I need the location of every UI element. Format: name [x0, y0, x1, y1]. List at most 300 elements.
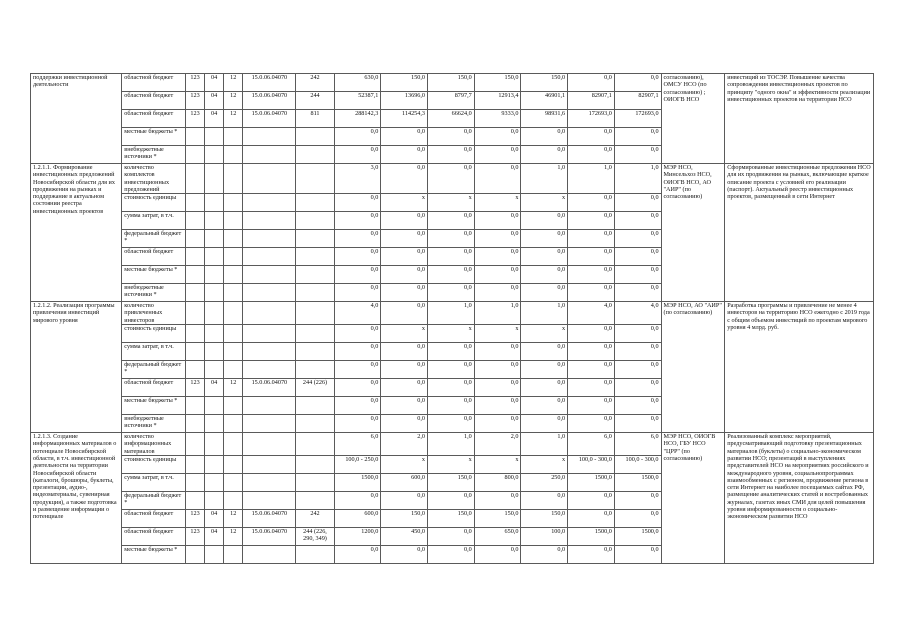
- value-cell-vr: [296, 146, 334, 164]
- value-cell-v7: 172693,0: [614, 110, 661, 128]
- value-cell-v3: 0,0: [428, 266, 475, 284]
- value-cell-v1: 4,0: [334, 302, 381, 325]
- value-cell-grbs: [185, 455, 204, 473]
- value-cell-v6: 0,0: [568, 284, 615, 302]
- value-cell-pr: [224, 455, 243, 473]
- value-cell-v5: 0,0: [521, 397, 568, 415]
- value-cell-csr: [243, 397, 296, 415]
- value-cell-v7: 0,0: [614, 343, 661, 361]
- value-cell-v6: 0,0: [568, 74, 615, 92]
- value-cell-v7: 0,0: [614, 509, 661, 527]
- value-cell-v5: 150,0: [521, 74, 568, 92]
- value-cell-v5: 100,0: [521, 527, 568, 545]
- value-cell-csr: [243, 545, 296, 563]
- value-cell-v6: 0,0: [568, 146, 615, 164]
- value-cell-v3: 150,0: [428, 74, 475, 92]
- value-cell-rz: [205, 212, 224, 230]
- value-cell-v3: 66624,0: [428, 110, 475, 128]
- value-cell-pr: 12: [224, 379, 243, 397]
- value-cell-v1: 0,0: [334, 343, 381, 361]
- value-cell-v7: 82907,1: [614, 92, 661, 110]
- value-cell-v5: 150,0: [521, 509, 568, 527]
- activity-name-cell: 1.2.1.1. Формирование инвестиционных предложений Новосибирской области для их продвижения на рынках и поддержание в актуальном состоянии реестра инвестиционных проектов: [31, 164, 122, 302]
- value-cell-v2: x: [381, 325, 428, 343]
- result-cell: Разработка программы и привлечение не менее 4 инвесторов на территорию НСО ежегодно с 2019 года с общим объемом инвестиций по проектам мирового уровня 4 млрд. руб.: [725, 302, 874, 433]
- value-cell-v6: 0,0: [568, 230, 615, 248]
- value-cell-v2: 0,0: [381, 230, 428, 248]
- value-cell-rz: [205, 343, 224, 361]
- value-cell-csr: [243, 455, 296, 473]
- value-cell-csr: 15.0.06.04070: [243, 110, 296, 128]
- value-cell-v2: 0,0: [381, 266, 428, 284]
- value-cell-v7: 4,0: [614, 302, 661, 325]
- value-cell-v2: 0,0: [381, 343, 428, 361]
- value-cell-rz: [205, 455, 224, 473]
- value-cell-v2: 0,0: [381, 146, 428, 164]
- value-cell-grbs: [185, 128, 204, 146]
- value-cell-v3: 1,0: [428, 302, 475, 325]
- indicator-name-cell: количество информационных материалов: [122, 433, 186, 456]
- value-cell-vr: [296, 302, 334, 325]
- value-cell-v3: 0,0: [428, 415, 475, 433]
- value-cell-vr: [296, 491, 334, 509]
- value-cell-v4: 0,0: [474, 128, 521, 146]
- value-cell-v5: 46901,1: [521, 92, 568, 110]
- value-cell-grbs: [185, 302, 204, 325]
- value-cell-v4: 0,0: [474, 379, 521, 397]
- value-cell-v3: 0,0: [428, 146, 475, 164]
- value-cell-pr: [224, 545, 243, 563]
- value-cell-v7: 0,0: [614, 194, 661, 212]
- value-cell-v7: 0,0: [614, 284, 661, 302]
- value-cell-v5: 98931,6: [521, 110, 568, 128]
- value-cell-v5: 0,0: [521, 146, 568, 164]
- value-cell-v6: 1500,0: [568, 473, 615, 491]
- value-cell-v7: 0,0: [614, 146, 661, 164]
- value-cell-v3: 0,0: [428, 545, 475, 563]
- value-cell-v4: 0,0: [474, 491, 521, 509]
- value-cell-v6: 0,0: [568, 509, 615, 527]
- value-cell-v1: 0,0: [334, 415, 381, 433]
- value-cell-vr: 242: [296, 74, 334, 92]
- value-cell-v4: x: [474, 325, 521, 343]
- value-cell-csr: [243, 128, 296, 146]
- value-cell-v4: 12913,4: [474, 92, 521, 110]
- value-cell-v1: 0,0: [334, 146, 381, 164]
- value-cell-grbs: [185, 230, 204, 248]
- indicator-name-cell: местные бюджеты *: [122, 397, 186, 415]
- value-cell-rz: [205, 415, 224, 433]
- executor-cell: МЭР НСО, ОИОГВ НСО, ГБУ НСО "ЦРР" (по согласованию): [661, 433, 725, 564]
- value-cell-rz: [205, 545, 224, 563]
- value-cell-grbs: [185, 361, 204, 379]
- value-cell-v1: 600,0: [334, 509, 381, 527]
- indicator-name-cell: местные бюджеты *: [122, 128, 186, 146]
- value-cell-v7: 6,0: [614, 433, 661, 456]
- value-cell-v1: 0,0: [334, 397, 381, 415]
- indicator-name-cell: внебюджетные источники *: [122, 415, 186, 433]
- value-cell-v1: 1200,0: [334, 527, 381, 545]
- indicator-name-cell: федеральный бюджет *: [122, 230, 186, 248]
- value-cell-v3: 0,0: [428, 491, 475, 509]
- value-cell-v4: 1,0: [474, 302, 521, 325]
- value-cell-v4: 0,0: [474, 545, 521, 563]
- value-cell-v1: 100,0 - 250,0: [334, 455, 381, 473]
- value-cell-rz: [205, 302, 224, 325]
- value-cell-rz: 04: [205, 379, 224, 397]
- value-cell-v6: 1,0: [568, 164, 615, 194]
- value-cell-v1: 0,0: [334, 212, 381, 230]
- value-cell-pr: [224, 415, 243, 433]
- value-cell-v5: 0,0: [521, 284, 568, 302]
- value-cell-csr: [243, 302, 296, 325]
- value-cell-v1: 0,0: [334, 379, 381, 397]
- value-cell-pr: [224, 302, 243, 325]
- activity-name-cell: поддержки инвестиционной деятельности: [31, 74, 122, 164]
- value-cell-v6: 0,0: [568, 545, 615, 563]
- indicator-name-cell: областной бюджет: [122, 110, 186, 128]
- value-cell-v1: 288142,3: [334, 110, 381, 128]
- value-cell-pr: [224, 473, 243, 491]
- value-cell-v7: 0,0: [614, 397, 661, 415]
- value-cell-rz: [205, 284, 224, 302]
- value-cell-v5: 0,0: [521, 343, 568, 361]
- value-cell-v2: 0,0: [381, 284, 428, 302]
- value-cell-csr: [243, 325, 296, 343]
- value-cell-csr: [243, 230, 296, 248]
- value-cell-v5: 0,0: [521, 361, 568, 379]
- value-cell-csr: [243, 164, 296, 194]
- indicator-name-cell: сумма затрат, в т.ч.: [122, 473, 186, 491]
- value-cell-v3: x: [428, 194, 475, 212]
- value-cell-v6: 0,0: [568, 325, 615, 343]
- value-cell-v1: 0,0: [334, 361, 381, 379]
- value-cell-v7: 1500,0: [614, 473, 661, 491]
- executor-cell: МЭР НСО, Минсельхоз НСО, ОИОГВ НСО, АО "АИР" (по согласованию): [661, 164, 725, 302]
- value-cell-v2: 0,0: [381, 164, 428, 194]
- indicator-name-cell: внебюджетные источники *: [122, 146, 186, 164]
- value-cell-csr: [243, 194, 296, 212]
- value-cell-csr: 15.0.06.04070: [243, 74, 296, 92]
- value-cell-grbs: [185, 545, 204, 563]
- value-cell-v2: x: [381, 455, 428, 473]
- value-cell-v4: x: [474, 194, 521, 212]
- value-cell-v1: 0,0: [334, 230, 381, 248]
- indicator-name-cell: стоимость единицы: [122, 455, 186, 473]
- value-cell-vr: [296, 397, 334, 415]
- value-cell-v5: 250,0: [521, 473, 568, 491]
- value-cell-grbs: [185, 146, 204, 164]
- value-cell-vr: 811: [296, 110, 334, 128]
- value-cell-v7: 1500,0: [614, 527, 661, 545]
- value-cell-rz: 04: [205, 74, 224, 92]
- value-cell-v2: x: [381, 194, 428, 212]
- indicator-name-cell: областной бюджет: [122, 92, 186, 110]
- value-cell-vr: [296, 194, 334, 212]
- table-row: [31, 433, 874, 456]
- value-cell-v1: 0,0: [334, 284, 381, 302]
- value-cell-v5: 0,0: [521, 128, 568, 146]
- value-cell-v5: x: [521, 455, 568, 473]
- value-cell-v4: 0,0: [474, 415, 521, 433]
- value-cell-pr: [224, 361, 243, 379]
- value-cell-v2: 450,0: [381, 527, 428, 545]
- value-cell-v3: 150,0: [428, 473, 475, 491]
- value-cell-vr: [296, 415, 334, 433]
- indicator-name-cell: федеральный бюджет *: [122, 361, 186, 379]
- value-cell-csr: [243, 491, 296, 509]
- value-cell-pr: [224, 128, 243, 146]
- value-cell-pr: [224, 194, 243, 212]
- value-cell-v2: 0,0: [381, 302, 428, 325]
- value-cell-vr: [296, 128, 334, 146]
- value-cell-grbs: [185, 164, 204, 194]
- value-cell-pr: [224, 433, 243, 456]
- value-cell-csr: 15.0.06.04070: [243, 92, 296, 110]
- value-cell-grbs: [185, 343, 204, 361]
- value-cell-v6: 0,0: [568, 212, 615, 230]
- value-cell-vr: [296, 266, 334, 284]
- value-cell-v3: 0,0: [428, 164, 475, 194]
- value-cell-grbs: [185, 491, 204, 509]
- value-cell-v2: 0,0: [381, 379, 428, 397]
- value-cell-pr: [224, 343, 243, 361]
- value-cell-v6: 1500,0: [568, 527, 615, 545]
- program-budget-table: [30, 73, 874, 564]
- value-cell-v4: 0,0: [474, 230, 521, 248]
- value-cell-csr: 15.0.06.04070: [243, 527, 296, 545]
- value-cell-v1: 0,0: [334, 248, 381, 266]
- value-cell-pr: [224, 397, 243, 415]
- value-cell-v5: 1,0: [521, 302, 568, 325]
- value-cell-v6: 0,0: [568, 343, 615, 361]
- value-cell-rz: [205, 146, 224, 164]
- value-cell-v4: 0,0: [474, 266, 521, 284]
- value-cell-csr: 15.0.06.04070: [243, 379, 296, 397]
- value-cell-rz: [205, 397, 224, 415]
- value-cell-v6: 0,0: [568, 379, 615, 397]
- value-cell-v4: 0,0: [474, 361, 521, 379]
- value-cell-pr: [224, 325, 243, 343]
- value-cell-vr: 244 (226, 290, 349): [296, 527, 334, 545]
- value-cell-vr: [296, 343, 334, 361]
- value-cell-v6: 0,0: [568, 128, 615, 146]
- value-cell-v5: x: [521, 194, 568, 212]
- value-cell-v4: 0,0: [474, 146, 521, 164]
- value-cell-v7: 0,0: [614, 325, 661, 343]
- value-cell-pr: [224, 491, 243, 509]
- value-cell-v7: 0,0: [614, 248, 661, 266]
- value-cell-grbs: 123: [185, 527, 204, 545]
- table-body: [31, 74, 874, 564]
- value-cell-v6: 172693,0: [568, 110, 615, 128]
- value-cell-v4: 0,0: [474, 164, 521, 194]
- indicator-name-cell: областной бюджет: [122, 379, 186, 397]
- value-cell-v5: 0,0: [521, 266, 568, 284]
- result-cell: инвестиций из ТОСЭР. Повышение качества сопровождения инвестиционных проектов по принципу "одного окна" и эффективности реализации инвестиционных проектов на территории НСО: [725, 74, 874, 164]
- value-cell-v6: 4,0: [568, 302, 615, 325]
- value-cell-v2: 13696,0: [381, 92, 428, 110]
- value-cell-v4: 9333,0: [474, 110, 521, 128]
- value-cell-v7: 0,0: [614, 361, 661, 379]
- value-cell-v1: 630,0: [334, 74, 381, 92]
- value-cell-pr: 12: [224, 110, 243, 128]
- value-cell-v4: 2,0: [474, 433, 521, 456]
- value-cell-pr: [224, 284, 243, 302]
- value-cell-v6: 0,0: [568, 266, 615, 284]
- value-cell-grbs: [185, 473, 204, 491]
- value-cell-rz: [205, 361, 224, 379]
- value-cell-rz: [205, 248, 224, 266]
- value-cell-vr: 242: [296, 509, 334, 527]
- value-cell-pr: [224, 248, 243, 266]
- value-cell-v4: 0,0: [474, 343, 521, 361]
- value-cell-v2: 150,0: [381, 509, 428, 527]
- value-cell-rz: 04: [205, 92, 224, 110]
- value-cell-vr: [296, 284, 334, 302]
- value-cell-v5: 0,0: [521, 212, 568, 230]
- value-cell-grbs: [185, 284, 204, 302]
- value-cell-vr: [296, 433, 334, 456]
- value-cell-v2: 0,0: [381, 491, 428, 509]
- value-cell-vr: [296, 361, 334, 379]
- value-cell-v7: 0,0: [614, 491, 661, 509]
- value-cell-rz: 04: [205, 527, 224, 545]
- value-cell-csr: [243, 343, 296, 361]
- value-cell-v1: 0,0: [334, 266, 381, 284]
- value-cell-v4: 150,0: [474, 509, 521, 527]
- value-cell-v4: 650,0: [474, 527, 521, 545]
- value-cell-vr: [296, 455, 334, 473]
- value-cell-v6: 0,0: [568, 491, 615, 509]
- value-cell-rz: [205, 164, 224, 194]
- value-cell-v4: 150,0: [474, 74, 521, 92]
- value-cell-rz: [205, 491, 224, 509]
- value-cell-csr: [243, 266, 296, 284]
- table-row: [31, 74, 874, 92]
- value-cell-pr: [224, 146, 243, 164]
- indicator-name-cell: стоимость единицы: [122, 325, 186, 343]
- value-cell-v2: 114254,3: [381, 110, 428, 128]
- value-cell-v6: 0,0: [568, 194, 615, 212]
- value-cell-v5: 1,0: [521, 164, 568, 194]
- indicator-name-cell: областной бюджет: [122, 74, 186, 92]
- value-cell-v6: 0,0: [568, 248, 615, 266]
- indicator-name-cell: областной бюджет: [122, 527, 186, 545]
- indicator-name-cell: количество комплектов инвестиционных предложений: [122, 164, 186, 194]
- indicator-name-cell: областной бюджет: [122, 248, 186, 266]
- indicator-name-cell: областной бюджет: [122, 509, 186, 527]
- value-cell-v1: 0,0: [334, 325, 381, 343]
- value-cell-v1: 0,0: [334, 491, 381, 509]
- value-cell-v7: 0,0: [614, 379, 661, 397]
- indicator-name-cell: сумма затрат, в т.ч.: [122, 343, 186, 361]
- value-cell-v5: 0,0: [521, 491, 568, 509]
- value-cell-v2: 0,0: [381, 361, 428, 379]
- value-cell-v3: 0,0: [428, 248, 475, 266]
- value-cell-v2: 0,0: [381, 248, 428, 266]
- value-cell-vr: 244 (226): [296, 379, 334, 397]
- value-cell-vr: [296, 545, 334, 563]
- executor-cell: МЭР НСО, АО "АИР" (по согласованию): [661, 302, 725, 433]
- value-cell-v2: 150,0: [381, 74, 428, 92]
- value-cell-grbs: 123: [185, 110, 204, 128]
- value-cell-csr: [243, 433, 296, 456]
- value-cell-v4: 800,0: [474, 473, 521, 491]
- value-cell-v2: 0,0: [381, 415, 428, 433]
- value-cell-rz: 04: [205, 110, 224, 128]
- value-cell-v4: 0,0: [474, 397, 521, 415]
- value-cell-v7: 0,0: [614, 415, 661, 433]
- value-cell-pr: [224, 164, 243, 194]
- value-cell-pr: [224, 212, 243, 230]
- value-cell-grbs: [185, 397, 204, 415]
- value-cell-pr: [224, 230, 243, 248]
- value-cell-v4: 0,0: [474, 284, 521, 302]
- value-cell-rz: [205, 194, 224, 212]
- value-cell-v5: x: [521, 325, 568, 343]
- indicator-name-cell: местные бюджеты *: [122, 545, 186, 563]
- value-cell-vr: [296, 164, 334, 194]
- value-cell-vr: 244: [296, 92, 334, 110]
- value-cell-grbs: 123: [185, 92, 204, 110]
- indicator-name-cell: местные бюджеты *: [122, 266, 186, 284]
- value-cell-v2: 2,0: [381, 433, 428, 456]
- value-cell-v6: 0,0: [568, 397, 615, 415]
- value-cell-csr: [243, 361, 296, 379]
- value-cell-v7: 1,0: [614, 164, 661, 194]
- value-cell-csr: [243, 212, 296, 230]
- value-cell-vr: [296, 248, 334, 266]
- value-cell-pr: 12: [224, 74, 243, 92]
- value-cell-v1: 0,0: [334, 194, 381, 212]
- value-cell-csr: [243, 146, 296, 164]
- value-cell-rz: [205, 433, 224, 456]
- value-cell-rz: [205, 230, 224, 248]
- value-cell-grbs: 123: [185, 379, 204, 397]
- value-cell-rz: [205, 473, 224, 491]
- value-cell-v3: 0,0: [428, 379, 475, 397]
- value-cell-v1: 0,0: [334, 545, 381, 563]
- value-cell-v6: 82907,1: [568, 92, 615, 110]
- value-cell-v3: 0,0: [428, 128, 475, 146]
- value-cell-v2: 0,0: [381, 128, 428, 146]
- value-cell-v3: 8797,7: [428, 92, 475, 110]
- value-cell-v3: 0,0: [428, 212, 475, 230]
- value-cell-v6: 100,0 - 300,0: [568, 455, 615, 473]
- value-cell-pr: 12: [224, 509, 243, 527]
- value-cell-v5: 0,0: [521, 415, 568, 433]
- value-cell-v7: 0,0: [614, 266, 661, 284]
- value-cell-v3: 0,0: [428, 284, 475, 302]
- value-cell-v1: 1500,0: [334, 473, 381, 491]
- value-cell-v4: 0,0: [474, 212, 521, 230]
- value-cell-grbs: [185, 248, 204, 266]
- value-cell-grbs: 123: [185, 74, 204, 92]
- value-cell-v3: x: [428, 455, 475, 473]
- value-cell-v5: 1,0: [521, 433, 568, 456]
- value-cell-pr: 12: [224, 92, 243, 110]
- value-cell-v7: 0,0: [614, 74, 661, 92]
- indicator-name-cell: сумма затрат, в т.ч.: [122, 212, 186, 230]
- value-cell-rz: [205, 128, 224, 146]
- value-cell-csr: 15.0.06.04070: [243, 509, 296, 527]
- value-cell-rz: [205, 266, 224, 284]
- value-cell-v1: 0,0: [334, 128, 381, 146]
- indicator-name-cell: стоимость единицы: [122, 194, 186, 212]
- value-cell-vr: [296, 230, 334, 248]
- activity-name-cell: 1.2.1.3. Создание информационных материалов о потенциале Новосибирской области, в т.ч. инвестиционной деятельности на территории Новосибирской области (каталоги, брошюры, буклеты, презентации, аудио-, видеоматериалы, сувенирная продукция), а также подготовка и размещение информации о потенциале: [31, 433, 122, 564]
